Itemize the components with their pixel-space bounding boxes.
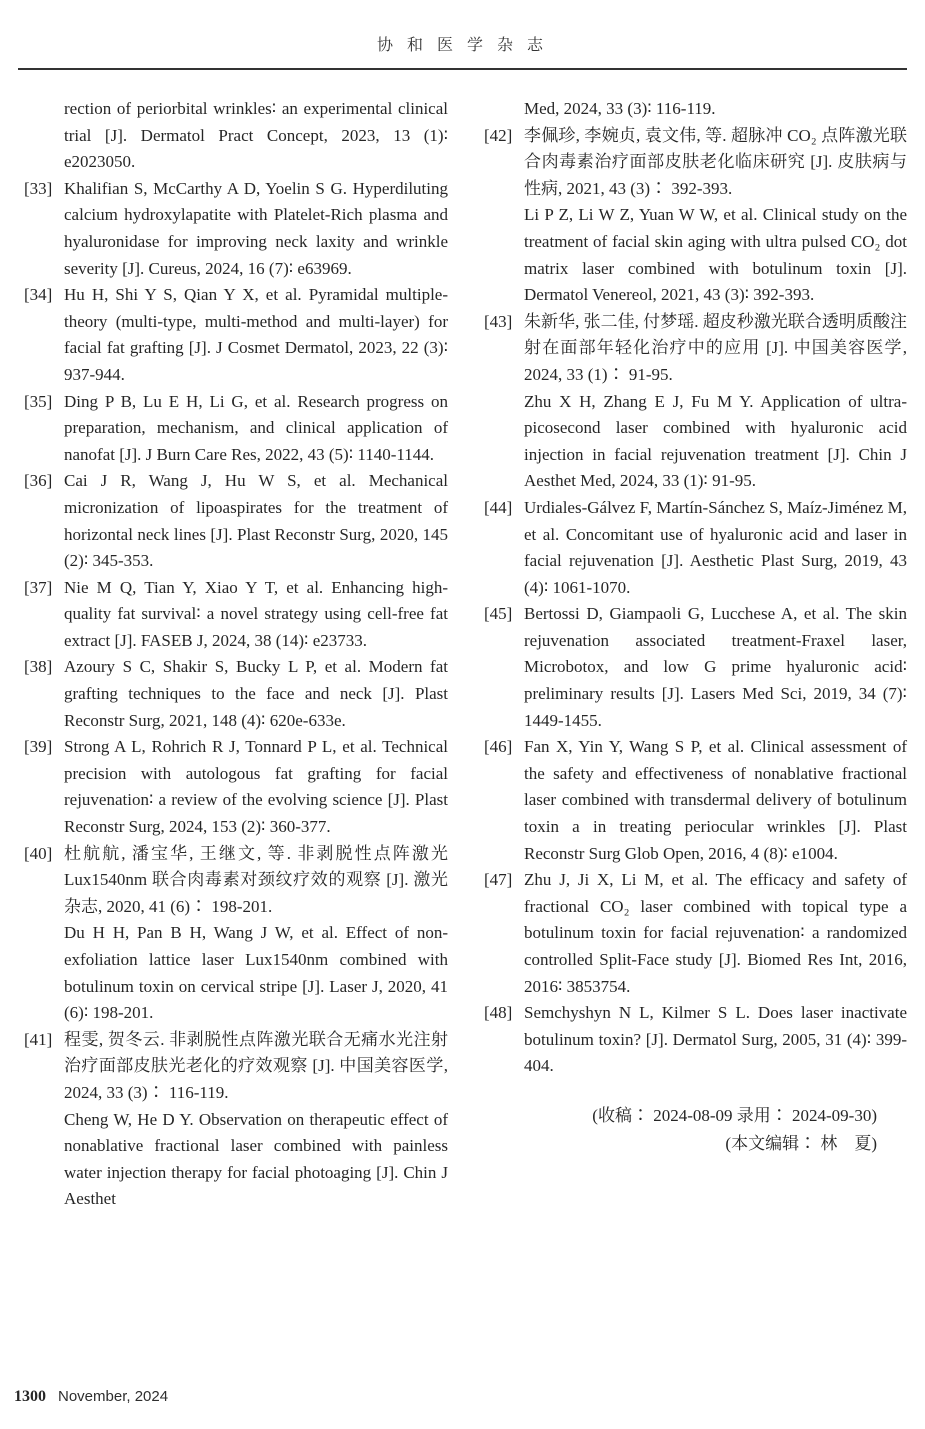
reference-text: Zhu X H, Zhang E J, Fu M Y. Application of ultra-picosecond laser combined with hyaluronic acid injection in facial rejuvenation treatment [J]. Chin J Aesthet Med, 2024, 33 (1)∶ 91-95. [524,391,907,491]
reference-text: Urdiales-Gálvez F, Martín-Sánchez S, Maíz-Jiménez M, et al. Concomitant use of hyaluronic acid and laser in facial rejuvenation [J]. Aesthetic Plast Surg, 2019, 43 (4)∶ 1061-1070. [524,497,907,597]
reference-entry [484,601,907,734]
reference-text: Fan X, Yin Y, Wang S P, et al. Clinical assessment of the safety and effectiveness of nonablative fractional laser combined with transdermal delivery of botulinum toxin a in treating periocular wrinkles [J]. Plast Reconstr Surg Glob Open, 2016, 4 (8)∶ e1004. [524,737,907,863]
reference-entry [24,1027,448,1107]
page-footer [14,1388,168,1406]
reference-entry [24,654,448,734]
editor-note: (本文编辑∶ 林 夏) [725,1133,877,1153]
reference-number: [44] [484,497,513,517]
reference-entry [484,96,907,123]
reference-entry [484,389,907,495]
manuscript-notes [484,1102,907,1158]
reference-text: 杜航航, 潘宝华, 王继文, 等. 非剥脱性点阵激光Lux1540nm 联合肉毒素对颈纹疗效的观察 [J]. 激光杂志, 2020, 41 (6)∶ 198-201. [64,843,448,916]
reference-entry [484,309,907,389]
reference-number: [38] [24,657,53,677]
references-section [24,96,907,1213]
reference-text: Li P Z, Li W Z, Yuan W W, et al. Clinical study on the treatment of facial skin aging with ultra pulsed CO₂ dot matrix laser combined with botulinum toxin [J]. Dermatol Venereol, 2021, 43 (3)∶ 392-393. [524,205,907,305]
reference-entry [484,202,907,308]
reference-entry [484,734,907,867]
header-divider [18,68,907,70]
reference-number: [36] [24,471,53,491]
reference-number: [42] [484,125,513,145]
reference-text: Du H H, Pan B H, Wang J W, et al. Effect of non-exfoliation lattice laser Lux1540nm combined with botulinum toxin on cervical stripe [J]. Laser J, 2020, 41 (6)∶ 198-201. [64,923,448,1023]
reference-text: 朱新华, 张二佳, 付梦瑶. 超皮秒激光联合透明质酸注射在面部年轻化治疗中的应用 [J]. 中国美容医学, 2024, 33 (1)∶ 91-95. [524,311,907,384]
reference-text: Cheng W, He D Y. Observation on therapeutic effect of nonablative fractional laser combined with painless water injection therapy for facial photoaging [J]. Chin J Aesthet [64,1109,448,1209]
reference-text: 程雯, 贺冬云. 非剥脱性点阵激光联合无痛水光注射治疗面部皮肤光老化的疗效观察 [J]. 中国美容医学, 2024, 33 (3)∶ 116-119. [64,1029,448,1102]
reference-entry [24,282,448,388]
reference-number: [41] [24,1029,53,1049]
reference-text: rection of periorbital wrinkles∶ an experimental clinical trial [J]. Dermatol Pract Concept, 2023, 13 (1)∶ e2023050. [64,99,448,172]
reference-entry [24,389,448,469]
reference-number: [47] [484,870,513,890]
reference-entry [24,176,448,282]
received-accepted-note: (收稿∶ 2024-08-09 录用∶ 2024-09-30) [592,1105,877,1125]
references-column-right [484,96,907,1213]
reference-number: [33] [24,178,53,198]
reference-number: [40] [24,843,53,863]
reference-entry [24,1107,448,1213]
reference-text: Strong A L, Rohrich R J, Tonnard P L, et al. Technical precision with autologous fat grafting for facial rejuvenation∶ a review of the evolving science [J]. Plast Reconstr Surg, 2024, 153 (2)∶ 360-377. [64,737,448,837]
reference-number: [45] [484,604,513,624]
reference-number: [34] [24,285,53,305]
reference-text: Khalifian S, McCarthy A D, Yoelin S G. Hyperdiluting calcium hydroxylapatite with Platelet-Rich plasma and hyaluronidase for improving neck laxity and wrinkle severity [J]. Cureus, 2024, 16 (7)∶ e63969. [64,178,448,278]
reference-number: [46] [484,737,513,757]
reference-number: [37] [24,577,53,597]
reference-text: 李佩珍, 李婉贞, 袁文伟, 等. 超脉冲 CO₂ 点阵激光联合肉毒素治疗面部皮肤老化临床研究 [J]. 皮肤病与性病, 2021, 43 (3)∶ 392-393. [524,125,907,198]
reference-entry [484,123,907,203]
reference-text: Hu H, Shi Y S, Qian Y X, et al. Pyramidal multiple-theory (multi-type, multi-method and multi-layer) for facial fat grafting [J]. J Cosmet Dermatol, 2023, 22 (3)∶ 937-944. [64,285,448,384]
reference-number: [39] [24,737,53,757]
reference-text: Zhu J, Ji X, Li M, et al. The efficacy and safety of fractional CO₂ laser combined with topical type a botulinum toxin for facial rejuvenation∶ a randomized controlled Split-Face study [J]. Biomed Res Int, 2016, 2016∶ 3853754. [524,870,907,996]
reference-text: Cai J R, Wang J, Hu W S, et al. Mechanical micronization of lipoaspirates for the treatment of horizontal neck lines [J]. Plast Reconstr Surg, 2020, 145 (2)∶ 345-353. [64,471,448,571]
reference-entry [484,867,907,1000]
reference-entry [24,841,448,921]
references-column-left [24,96,448,1213]
reference-text: Ding P B, Lu E H, Li G, et al. Research progress on preparation, mechanism, and clinical application of nanofat [J]. J Burn Care Res, 2022, 43 (5)∶ 1140-1144. [64,391,448,464]
reference-entry [484,1000,907,1080]
issue-date: November, 2024 [58,1388,169,1405]
reference-number: [48] [484,1003,513,1023]
reference-entry [24,575,448,655]
reference-entry [24,468,448,574]
reference-entry [24,734,448,840]
journal-title: 协 和 医 学 杂 志 [376,37,548,54]
reference-text: Azoury S C, Shakir S, Bucky L P, et al. Modern fat grafting techniques to the face and neck [J]. Plast Reconstr Surg, 2021, 148 (4)∶ 620e-633e. [64,657,448,730]
reference-text: Bertossi D, Giampaoli G, Lucchese A, et al. The skin rejuvenation associated treatment-Fraxel laser, Microbotox, and low G prime hyaluronic acid∶ preliminary results [J]. Lasers Med Sci, 2019, 34 (7)∶ 1449-1455. [524,604,907,730]
reference-number: [35] [24,391,53,411]
reference-text: Nie M Q, Tian Y, Xiao Y T, et al. Enhancing high-quality fat survival∶ a novel strategy using cell-free fat extract [J]. FASEB J, 2024, 38 (14)∶ e23733. [64,577,448,650]
reference-entry [24,96,448,176]
reference-number: [43] [484,311,513,331]
reference-entry [484,495,907,601]
reference-entry [24,920,448,1026]
reference-text: Med, 2024, 33 (3)∶ 116-119. [524,99,716,118]
page-number: 1300 [14,1388,46,1405]
reference-text: Semchyshyn N L, Kilmer S L. Does laser inactivate botulinum toxin? [J]. Dermatol Surg, 2005, 31 (4)∶ 399-404. [524,1003,907,1076]
